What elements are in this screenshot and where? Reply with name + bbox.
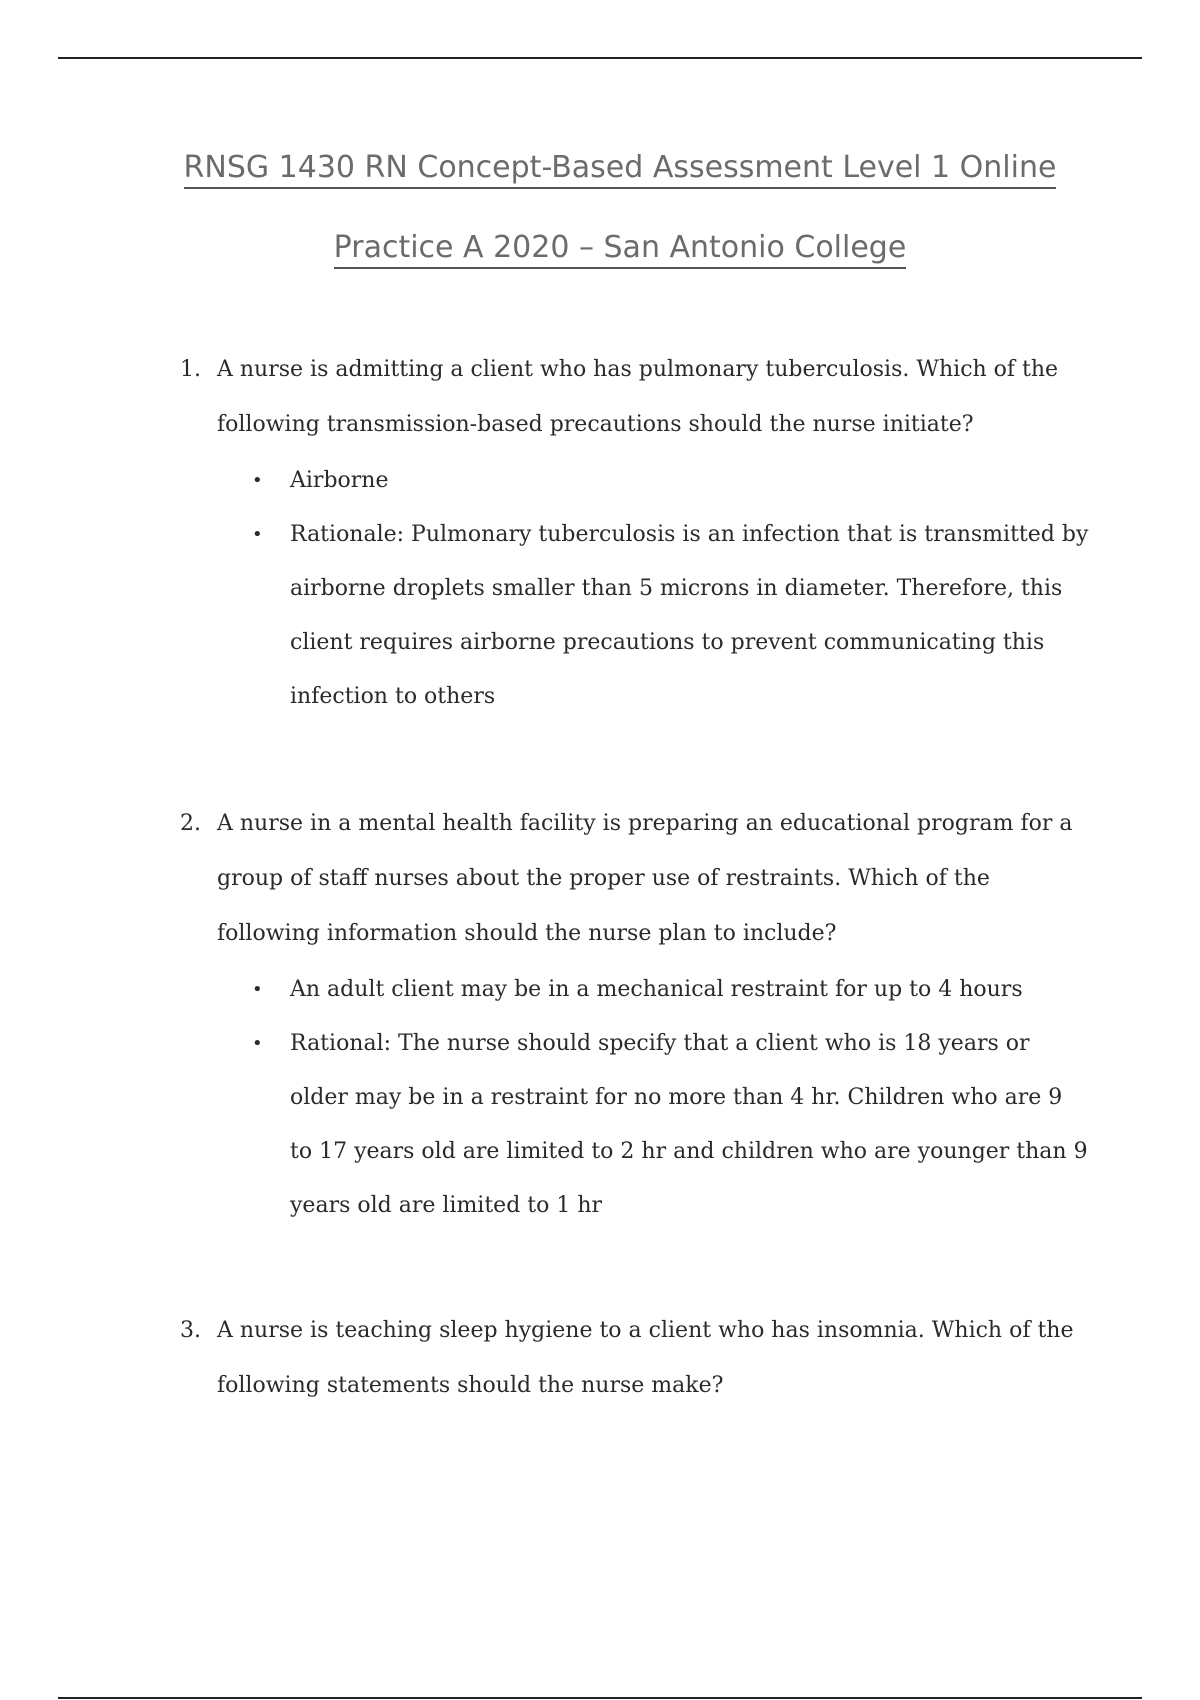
document-title-line-1 bbox=[0, 150, 1200, 189]
rationale-item bbox=[252, 1017, 1090, 1233]
footer-rule bbox=[58, 1697, 1142, 1699]
title-text-1: RNSG 1430 RN Concept-Based Assessment Level 1 Online bbox=[184, 150, 1057, 189]
bullet-icon: • bbox=[252, 1033, 263, 1054]
bullet-icon: • bbox=[252, 470, 263, 491]
title-text-2: Practice A 2020 – San Antonio College bbox=[334, 230, 907, 269]
answer-item bbox=[252, 454, 1090, 508]
answer-text: Airborne bbox=[290, 468, 389, 493]
question-3 bbox=[180, 1303, 1100, 1413]
question-2-stem bbox=[180, 796, 1100, 961]
answer-text: An adult client may be in a mechanical restraint for up to 4 hours bbox=[290, 977, 1023, 1002]
answer-list bbox=[252, 963, 1100, 1233]
question-number: 1. bbox=[180, 357, 201, 382]
question-2 bbox=[180, 796, 1100, 1233]
header-rule bbox=[58, 57, 1142, 59]
question-text: A nurse in a mental health facility is preparing an educational program for a group of staff nurses about the proper use of restraints. Which of the following information should the nurse plan to include? bbox=[217, 811, 1073, 946]
answer-list bbox=[252, 454, 1100, 724]
question-text: A nurse is admitting a client who has pulmonary tuberculosis. Which of the following transmission-based precautions should the nurse initiate? bbox=[217, 357, 1059, 437]
question-number: 3. bbox=[180, 1318, 201, 1343]
document-title-line-2 bbox=[0, 230, 1200, 269]
rationale-text: Rational: The nurse should specify that a client who is 18 years or older may be in a restraint for no more than 4 hr. Children who are 9 to 17 years old are limited to 2 hr and children who are younger than 9 years old are limited to 1 hr bbox=[290, 1031, 1088, 1218]
rationale-text: Rationale: Pulmonary tuberculosis is an infection that is transmitted by airborne droplets smaller than 5 microns in diameter. Therefore, this client requires airborne precautions to prevent communicating this infection to others bbox=[290, 522, 1089, 709]
question-3-stem bbox=[180, 1303, 1100, 1413]
bullet-icon: • bbox=[252, 524, 263, 545]
question-text: A nurse is teaching sleep hygiene to a client who has insomnia. Which of the following statements should the nurse make? bbox=[217, 1318, 1074, 1398]
question-1-stem bbox=[180, 342, 1100, 452]
rationale-item bbox=[252, 508, 1090, 724]
answer-item bbox=[252, 963, 1090, 1017]
bullet-icon: • bbox=[252, 979, 263, 1000]
question-number: 2. bbox=[180, 811, 201, 836]
question-1 bbox=[180, 342, 1100, 724]
